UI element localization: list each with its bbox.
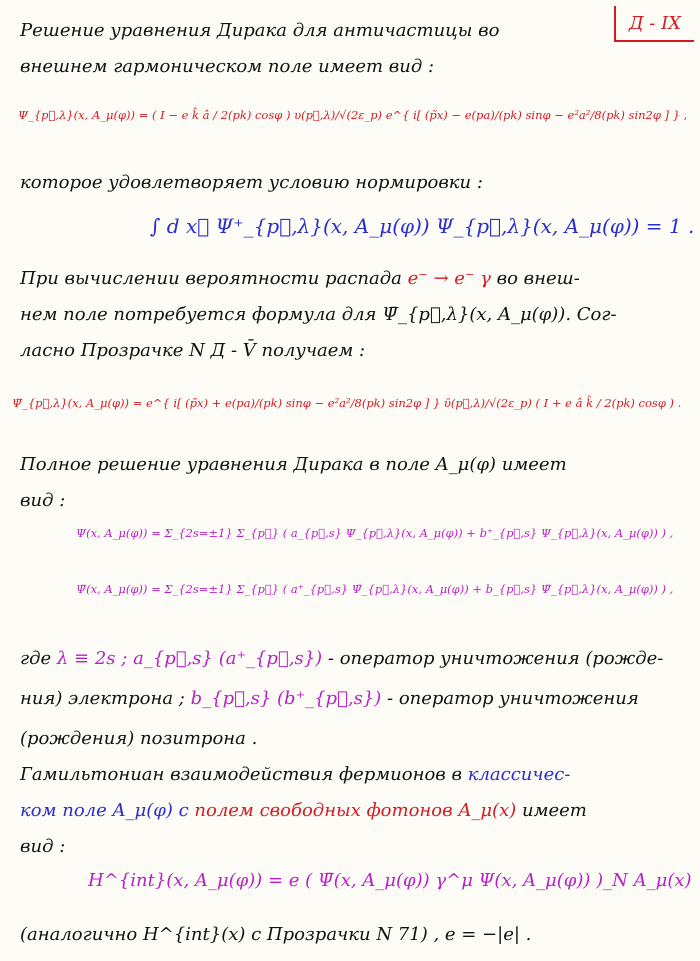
equation-normalization: ∫ d x⃗ Ψ⁺_{p⃗,λ}(x, A_μ(φ)) Ψ_{p⃗,λ}(x, A_μ(φ)) = 1 . [150, 214, 695, 238]
decay-process: e⁻ → e⁻ γ [407, 268, 491, 289]
text-line-15: (аналогично H^{int}(x) с Прозрачки N 71) , e = −|e| . [20, 924, 532, 945]
text-line-7: Полное решение уравнения Дирака в поле A_μ(φ) имеет [20, 454, 567, 475]
equation-psi-bar: Ψ̄_{p⃗,λ}(x, A_μ(φ)) = e^{ i[ (p̃x) + e(pa)/(pk) sinφ − e²a²/8(pk) sin2φ ] } ῡ(p⃗,λ)/√(2ε_p) ( I + e â k̂ / 2(pk) cosφ ) . [12, 396, 682, 410]
text-line-4a: При вычислении вероятности распада [20, 268, 402, 289]
text-line-5: нем поле потребуется формула для Ψ̄_{p⃗,λ}(x, A_μ(φ)). Сог- [20, 304, 617, 325]
equation-full-psi: Ψ(x, A_μ(φ)) = Σ_{2s=±1} Σ_{p⃗} ( a_{p⃗,s} Ψ_{p⃗,λ}(x, A_μ(φ)) + b⁺_{p⃗,s} Ψ_{p⃗,λ}(x, A_μ(φ)) ) , [76, 526, 674, 540]
lambda-definition: λ ≡ 2s ; [56, 648, 128, 669]
classical-label: классичес- [467, 764, 571, 785]
equation-psi-antiparticle: Ψ_{p⃗,λ}(x, A_μ(φ)) = ( I − e k̂ â / 2(pk) cosφ ) υ(p⃗,λ)/√(2ε_p) e^{ i[ (p̃x) − e(pa)/(pk) sinφ − e²a²/8(pk) sin2φ ] } , [18, 108, 688, 122]
text-line-9d: - оператор уничтожения (рожде- [327, 648, 664, 669]
slide-tag: Д - IX [614, 6, 694, 42]
equation-full-psi-bar: Ψ̄(x, A_μ(φ)) = Σ_{2s=±1} Σ_{p⃗} ( a⁺_{p⃗,s} Ψ̄_{p⃗,λ}(x, A_μ(φ)) + b_{p⃗,s} Ψ̄_{p⃗,λ}(x, A_μ(φ)) ) , [76, 582, 674, 596]
text-line-12: Гамильтониан взаимодействия фермионов в [20, 764, 462, 785]
equation-hamiltonian: H^{int}(x, A_μ(φ)) = e ( Ψ̄(x, A_μ(φ)) γ^μ Ψ(x, A_μ(φ)) )_N A_μ(x) [88, 870, 692, 891]
positron-operators: b_{p⃗,s} (b⁺_{p⃗,s}) [190, 688, 382, 709]
text-line-13a: ком поле A_μ(φ) с [20, 800, 189, 821]
text-line-3: которое удовлетворяет условию нормировки : [20, 172, 483, 193]
text-line-1: Решение уравнения Дирака для античастицы во [20, 20, 500, 41]
text-line-8: вид : [20, 490, 66, 511]
electron-operators: a_{p⃗,s} (a⁺_{p⃗,s}) [133, 648, 323, 669]
text-line-14: вид : [20, 836, 66, 857]
text-line-9a: где [20, 648, 52, 669]
text-line-11: (рождения) позитрона . [20, 728, 258, 749]
text-line-13d: имеет [521, 800, 587, 821]
text-line-10a: ния) электрона ; [20, 688, 185, 709]
text-line-4c: во внеш- [496, 268, 580, 289]
free-photons-label: полем свободных фотонов [194, 800, 453, 821]
text-line-2: внешнем гармоническом поле имеет вид : [20, 56, 435, 77]
photon-field: A_μ(x) [458, 800, 517, 821]
text-line-10c: - оператор уничтожения [387, 688, 639, 709]
text-line-6: ласно Прозрачке N Д - V̄ получаем : [20, 340, 366, 361]
